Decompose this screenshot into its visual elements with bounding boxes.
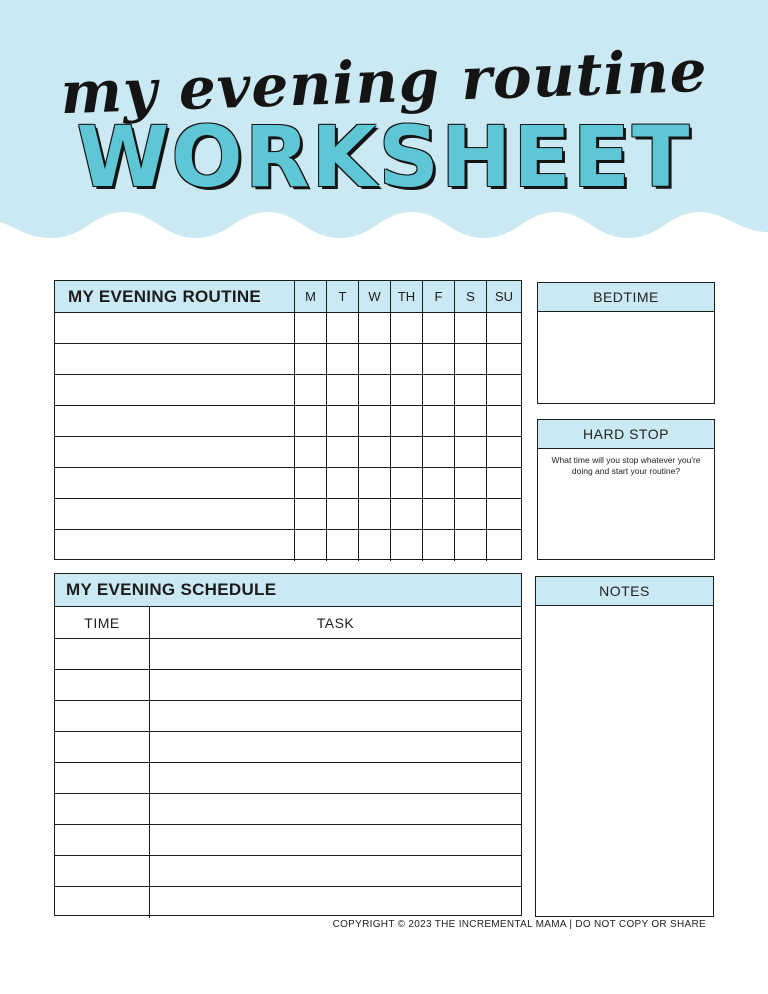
schedule-task-cell[interactable] [150, 701, 521, 731]
worksheet-title: WORKSHEET [76, 108, 692, 206]
routine-task-cell[interactable] [55, 530, 295, 561]
routine-title: MY EVENING ROUTINE [55, 281, 295, 312]
routine-row [55, 406, 521, 437]
routine-check-cell-m[interactable] [295, 344, 327, 374]
routine-row [55, 375, 521, 406]
routine-check-cell-s[interactable] [455, 499, 487, 529]
copyright-footer: COPYRIGHT © 2023 THE INCREMENTAL MAMA | DO NOT COPY OR SHARE [332, 919, 706, 930]
routine-check-cell-f[interactable] [423, 437, 455, 467]
routine-check-cell-t[interactable] [327, 313, 359, 343]
routine-row [55, 437, 521, 468]
routine-task-cell[interactable] [55, 468, 295, 498]
routine-check-cell-su[interactable] [487, 530, 521, 561]
routine-check-cell-th[interactable] [391, 468, 423, 498]
schedule-time-cell[interactable] [55, 701, 150, 731]
routine-check-cell-m[interactable] [295, 406, 327, 436]
schedule-task-cell[interactable] [150, 825, 521, 855]
routine-check-cell-f[interactable] [423, 344, 455, 374]
routine-check-cell-su[interactable] [487, 313, 521, 343]
schedule-row [55, 887, 521, 918]
routine-task-cell[interactable] [55, 344, 295, 374]
header-banner [0, 0, 768, 260]
routine-row [55, 530, 521, 561]
routine-check-cell-th[interactable] [391, 313, 423, 343]
schedule-time-cell[interactable] [55, 670, 150, 700]
routine-check-cell-t[interactable] [327, 530, 359, 561]
routine-check-cell-f[interactable] [423, 375, 455, 405]
schedule-time-cell[interactable] [55, 794, 150, 824]
routine-check-cell-su[interactable] [487, 375, 521, 405]
routine-check-cell-m[interactable] [295, 530, 327, 561]
routine-check-cell-su[interactable] [487, 344, 521, 374]
hard-stop-entry-area[interactable] [538, 477, 714, 547]
routine-task-cell[interactable] [55, 437, 295, 467]
schedule-row [55, 732, 521, 763]
routine-check-cell-w[interactable] [359, 437, 391, 467]
routine-task-cell[interactable] [55, 406, 295, 436]
schedule-time-cell[interactable] [55, 856, 150, 886]
routine-check-cell-f[interactable] [423, 530, 455, 561]
routine-row [55, 499, 521, 530]
routine-check-cell-su[interactable] [487, 499, 521, 529]
routine-check-cell-s[interactable] [455, 406, 487, 436]
schedule-time-cell[interactable] [55, 763, 150, 793]
routine-check-cell-m[interactable] [295, 375, 327, 405]
routine-check-cell-t[interactable] [327, 375, 359, 405]
day-header-s: S [455, 281, 487, 312]
routine-row [55, 344, 521, 375]
schedule-task-cell[interactable] [150, 670, 521, 700]
routine-check-cell-m[interactable] [295, 437, 327, 467]
routine-check-cell-f[interactable] [423, 406, 455, 436]
schedule-row [55, 639, 521, 670]
routine-check-cell-s[interactable] [455, 437, 487, 467]
day-header-th: TH [391, 281, 423, 312]
routine-check-cell-t[interactable] [327, 468, 359, 498]
notes-box [535, 576, 714, 917]
routine-check-cell-th[interactable] [391, 375, 423, 405]
routine-check-cell-w[interactable] [359, 468, 391, 498]
schedule-task-cell[interactable] [150, 763, 521, 793]
script-title: my evening routine [59, 36, 709, 128]
schedule-column-headers [55, 607, 521, 639]
schedule-task-cell[interactable] [150, 856, 521, 886]
schedule-row [55, 763, 521, 794]
routine-check-cell-t[interactable] [327, 499, 359, 529]
schedule-time-cell[interactable] [55, 639, 150, 669]
routine-check-cell-th[interactable] [391, 530, 423, 561]
schedule-row [55, 701, 521, 732]
routine-check-cell-m[interactable] [295, 499, 327, 529]
hard-stop-title: HARD STOP [538, 420, 714, 449]
routine-check-cell-s[interactable] [455, 375, 487, 405]
day-header-m: M [295, 281, 327, 312]
time-column-header: TIME [55, 607, 150, 638]
routine-check-cell-s[interactable] [455, 468, 487, 498]
routine-table-header [55, 281, 521, 313]
routine-check-cell-s[interactable] [455, 344, 487, 374]
routine-check-cell-th[interactable] [391, 437, 423, 467]
notes-entry-area[interactable] [536, 606, 713, 916]
routine-check-cell-t[interactable] [327, 344, 359, 374]
routine-check-cell-s[interactable] [455, 313, 487, 343]
routine-table [54, 280, 522, 560]
schedule-row [55, 856, 521, 887]
notes-title: NOTES [536, 577, 713, 606]
routine-rows [55, 313, 521, 561]
routine-check-cell-w[interactable] [359, 313, 391, 343]
hard-stop-box [537, 419, 715, 560]
bedtime-entry-area[interactable] [538, 312, 714, 403]
task-column-header: TASK [316, 614, 355, 631]
bedtime-title: BEDTIME [538, 283, 714, 312]
schedule-time-cell[interactable] [55, 825, 150, 855]
routine-check-cell-t[interactable] [327, 406, 359, 436]
routine-check-cell-f[interactable] [423, 499, 455, 529]
routine-check-cell-su[interactable] [487, 437, 521, 467]
routine-task-cell[interactable] [55, 313, 295, 343]
schedule-task-cell[interactable] [150, 794, 521, 824]
routine-check-cell-w[interactable] [359, 406, 391, 436]
routine-check-cell-w[interactable] [359, 499, 391, 529]
schedule-task-cell[interactable] [150, 732, 521, 762]
day-header-t: T [327, 281, 359, 312]
day-header-su: SU [494, 289, 514, 304]
routine-check-cell-th[interactable] [391, 344, 423, 374]
schedule-row [55, 825, 521, 856]
schedule-row [55, 670, 521, 701]
day-header-w: W [359, 281, 391, 312]
routine-check-cell-m[interactable] [295, 468, 327, 498]
routine-check-cell-f[interactable] [423, 313, 455, 343]
schedule-time-cell[interactable] [55, 732, 150, 762]
hard-stop-prompt: What time will you stop whatever you're doing and start your routine? [551, 455, 701, 476]
routine-check-cell-w[interactable] [359, 344, 391, 374]
routine-task-cell[interactable] [55, 499, 295, 529]
routine-check-cell-w[interactable] [359, 530, 391, 561]
routine-check-cell-m[interactable] [295, 313, 327, 343]
routine-check-cell-su[interactable] [487, 406, 521, 436]
routine-task-cell[interactable] [55, 375, 295, 405]
routine-check-cell-su[interactable] [487, 468, 521, 498]
routine-row [55, 313, 521, 344]
bedtime-box [537, 282, 715, 404]
routine-check-cell-w[interactable] [359, 375, 391, 405]
schedule-task-cell[interactable] [150, 887, 521, 918]
schedule-rows [55, 639, 521, 918]
schedule-table [54, 573, 522, 916]
routine-check-cell-s[interactable] [455, 530, 487, 561]
schedule-time-cell[interactable] [55, 887, 150, 918]
schedule-task-cell[interactable] [150, 639, 521, 669]
day-header-f: F [423, 281, 455, 312]
schedule-title: MY EVENING SCHEDULE [55, 574, 521, 607]
routine-row [55, 468, 521, 499]
routine-check-cell-th[interactable] [391, 406, 423, 436]
routine-check-cell-t[interactable] [327, 437, 359, 467]
schedule-row [55, 794, 521, 825]
routine-check-cell-th[interactable] [391, 499, 423, 529]
routine-check-cell-f[interactable] [423, 468, 455, 498]
